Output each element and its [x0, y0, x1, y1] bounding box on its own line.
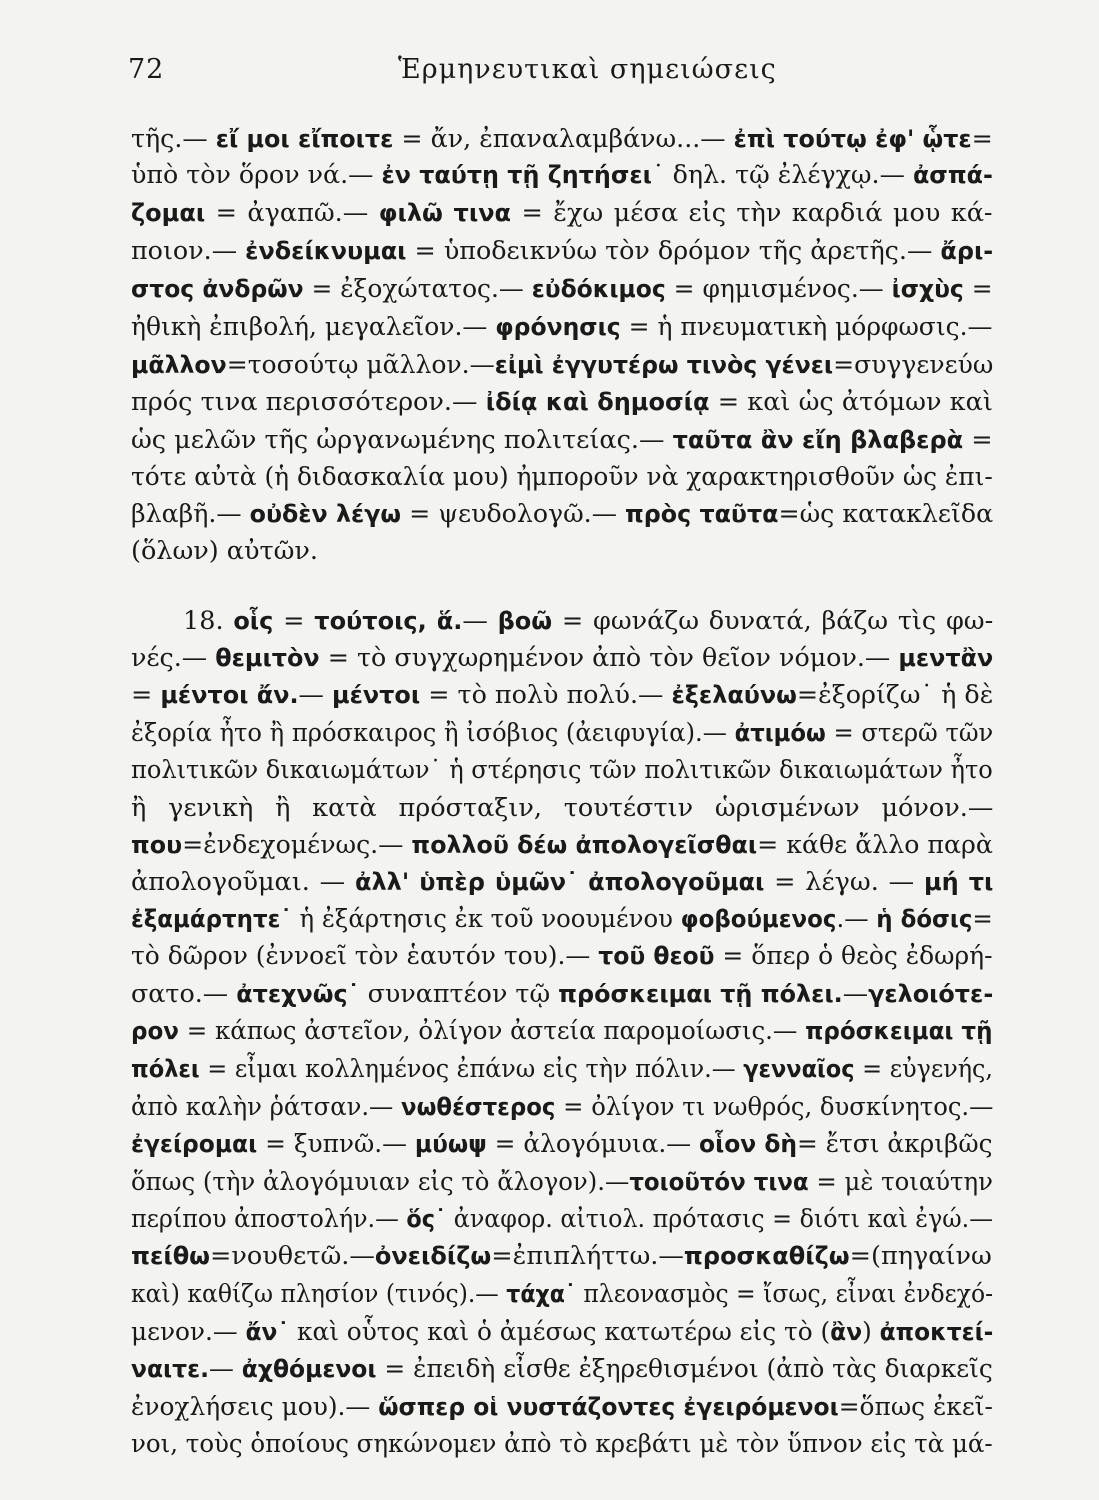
text-line: = μέντοι ἄν.— μέντοι = τὸ πολὺ πολύ.— ἐξελαύνω=ἐξορίζω˙ ἡ δὲ: [131, 680, 994, 710]
text-line: ἐξορία ἦτο ἢ πρόσκαιρος ἢ ἰσόβιος (ἀειφυγία).— ἀτιμόω = στερῶ τῶν: [131, 718, 994, 748]
text-line: πόλει = εἶμαι κολλημένος ἐπάνω εἰς τὴν πόλιν.— γενναῖος = εὐγενής,: [131, 1054, 993, 1084]
text-line: τότε αὐτὰ (ἡ διδασκαλία μου) ἠμποροῦν νὰ χαρακτηρισθοῦν ὡς ἐπι-: [131, 462, 993, 492]
text-line: ὑπὸ τὸν ὅρον νά.— ἐν ταύτῃ τῇ ζητήσει˙ δηλ. τῷ ἐλέγχῳ.— ἀσπά-: [131, 160, 993, 190]
text-line: ναιτε.— ἀχθόμενοι = ἐπειδὴ εἶσθε ἐξηρεθισμένοι (ἀπὸ τὰς διαρκεῖς: [131, 1354, 993, 1384]
text-line: ἐξαμάρτητε˙ ἡ ἐξάρτησις ἐκ τοῦ νοουμένου φοβούμενος.— ἡ δόσις=: [131, 904, 993, 934]
text-line: νές.— θεμιτὸν = τὸ συγχωρημένον ἀπὸ τὸν θεῖον νόμον.— μεντἂν: [131, 643, 994, 673]
text-line: μενον.— ἄν˙ καὶ οὗτος καὶ ὁ ἀμέσως κατωτέρω εἰς τὸ (ἂν) ἀποκτεί-: [131, 1317, 994, 1347]
text-line: (ὅλων) αὐτῶν.: [131, 536, 319, 566]
text-line: ποιον.— ἐνδείκνυμαι = ὑποδεικνύω τὸν δρόμον τῆς ἀρετῆς.— ἄρι-: [131, 236, 994, 266]
text-line: βλαβῆ.— οὐδὲν λέγω = ψευδολογῶ.— πρὸς ταῦτα=ὡς κατακλεῖδα: [131, 499, 994, 529]
text-line: ἐγείρομαι = ξυπνῶ.— μύωψ = ἀλογόμυια.— οἷον δὴ= ἔτσι ἀκριβῶς: [131, 1129, 993, 1159]
text-line: περίπου ἀποστολήν.— ὅς˙ ἀναφορ. αἰτιολ. πρότασις = διότι καὶ ἐγώ.—: [131, 1204, 993, 1234]
text-line: νοι, τοὺς ὁποίους σηκώνομεν ἀπὸ τὸ κρεβάτι μὲ τὸν ὕπνον εἰς τὰ μά-: [131, 1429, 993, 1459]
text-line: μᾶλλον=τοσούτῳ μᾶλλον.—εἰμὶ ἐγγυτέρω τινὸς γένει=συγγενεύω: [131, 350, 994, 380]
text-line: ὅπως (τὴν ἀλογόμυιαν εἰς τὸ ἄλογον).—τοιοῦτόν τινα = μὲ τοιαύτην: [131, 1167, 993, 1197]
text-line: τὸ δῶρον (ἐννοεῖ τὸν ἑαυτόν του).— τοῦ θεοῦ = ὅπερ ὁ θεὸς ἐδωρή-: [131, 941, 993, 971]
text-line: ἀπολογοῦμαι. — ἀλλ' ὑπὲρ ὑμῶν˙ ἀπολογοῦμαι = λέγω. — μή τι: [131, 867, 994, 897]
text-line: τῆς.— εἴ μοι εἴποιτε = ἄν, ἐπαναλαμβάνω...— ἐπὶ τούτῳ ἐφ' ᾧτε=: [131, 124, 993, 154]
text-line: καὶ) καθίζω πλησίον (τινός).— τάχα˙ πλεονασμὸς = ἴσως, εἶναι ἐνδεχό-: [131, 1279, 994, 1309]
running-title: Ἑρμηνευτικαὶ σημειώσεις: [398, 54, 777, 85]
text-line: που=ἐνδεχομένως.— πολλοῦ δέω ἀπολογεῖσθαι= κάθε ἄλλο παρὰ: [131, 830, 993, 860]
text-line: ἀπὸ καλὴν ῥάτσαν.— νωθέστερος = ὀλίγον τι νωθρός, δυσκίνητος.—: [131, 1092, 994, 1122]
text-line: ἐνοχλήσεις μου).— ὥσπερ οἱ νυστάζοντες ἐγειρόμενοι=ὅπως ἐκεῖ-: [131, 1392, 993, 1422]
text-line: στος ἀνδρῶν = ἐξοχώτατος.— εὐδόκιμος = φημισμένος.— ἰσχὺς =: [131, 274, 993, 304]
text-line: σατο.— ἀτεχνῶς˙ συναπτέον τῷ πρόσκειμαι τῇ πόλει.—γελοιότε-: [131, 979, 994, 1009]
text-line: πολιτικῶν δικαιωμάτων˙ ἡ στέρησις τῶν πολιτικῶν δικαιωμάτων ἦτο: [131, 755, 993, 785]
text-line: 18. οἷς = τούτοις, ἅ.— βοῶ = φωνάζω δυνατά, βάζω τὶς φω-: [183, 606, 994, 636]
text-line: ρον = κάπως ἀστεῖον, ὀλίγον ἀστεία παρομοίωσις.— πρόσκειμαι τῇ: [131, 1016, 993, 1046]
text-line: ἠθικὴ ἐπιβολή, μεγαλεῖον.— φρόνησις = ἡ πνευματικὴ μόρφωσις.—: [131, 312, 993, 342]
text-line: πείθω=νουθετῶ.—ὀνειδίζω=ἐπιπλήττω.—προσκαθίζω=(πηγαίνω: [131, 1241, 992, 1271]
page-number: 72: [128, 54, 165, 85]
text-line: ζομαι = ἀγαπῶ.— φιλῶ τινα = ἔχω μέσα εἰς τὴν καρδιά μου κά-: [131, 198, 993, 228]
text-line: πρός τινα περισσότερον.— ἰδίᾳ καὶ δημοσίᾳ = καὶ ὡς ἀτόμων καὶ: [131, 387, 993, 417]
text-line: ἢ γενικὴ ἢ κατὰ πρόσταξιν, τουτέστιν ὡρισμένων μόνον.—: [131, 793, 994, 823]
text-line: ὡς μελῶν τῆς ὠργανωμένης πολιτείας.— ταῦτα ἂν εἴη βλαβερὰ =: [131, 425, 993, 455]
